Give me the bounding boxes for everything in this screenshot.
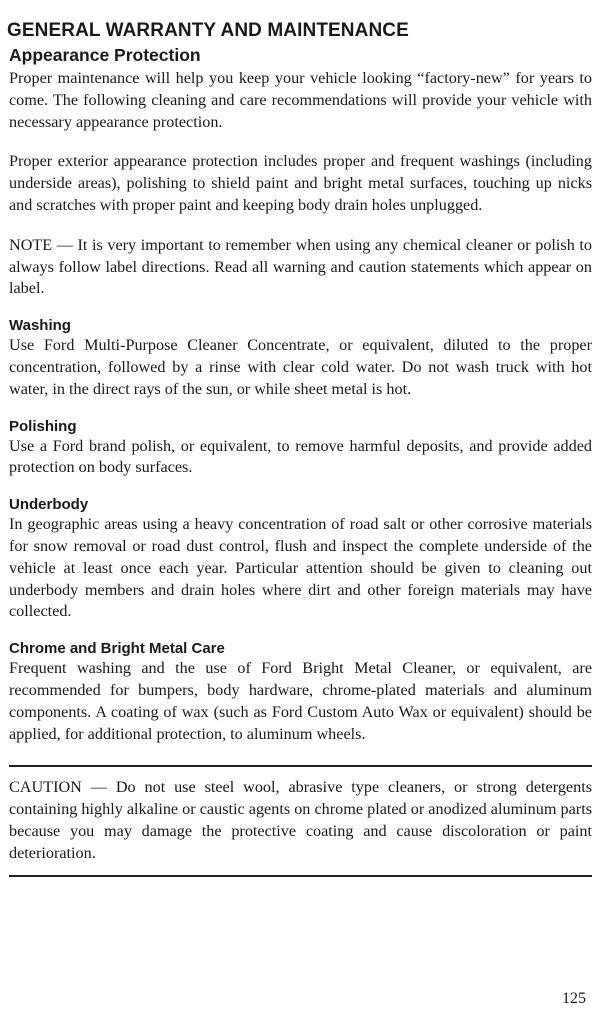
appearance-intro: Proper maintenance will help you keep your vehicle looking “factory-new” for years to come. The following cleaning and care recommendations will provide your vehicle with necessary appearance protection. [9, 69, 592, 131]
appearance-heading: Appearance Protection [9, 45, 201, 65]
chrome-text: Frequent washing and the use of Ford Bright Metal Cleaner, or equivalent, are recommended for bumpers, body hardware, chrome-plated materials and aluminum components. A coating of wax (such as Ford Custom Auto Wax or equivalent) should be applied, for additional protection, to aluminum wheels. [9, 659, 592, 743]
caution-text: CAUTION — Do not use steel wool, abrasive type cleaners, or strong detergents containing highly alkaline or caustic agents on chrome plated or anodized aluminum parts because you may damage the protective coating and cause discoloration or paint deterioration. [9, 778, 592, 862]
underbody-heading: Underbody [9, 496, 89, 514]
caution-bottom-rule [9, 875, 592, 877]
polishing-text: Use a Ford brand polish, or equivalent, to remove harmful deposits, and provide added protection on body surfaces. [9, 436, 592, 477]
appearance-exterior: Proper exterior appearance protection includes proper and frequent washings (including underside areas), polishing to shield paint and bright metal surfaces, touching up nicks and scratches with proper paint and keeping body drain holes unplugged. [9, 152, 592, 214]
washing-heading: Washing [9, 317, 71, 335]
chrome-heading: Chrome and Bright Metal Care [9, 640, 225, 658]
appearance-note: NOTE — It is very important to remember when using any chemical cleaner or polish to always follow label directions. Read all warning and caution statements which appear on label. [9, 235, 592, 298]
washing-text: Use Ford Multi-Purpose Cleaner Concentrate, or equivalent, diluted to the proper concentration, followed by a rinse with clear cold water. Do not wash truck with hot water, in the direct rays of the sun, or while sheet metal is hot. [9, 336, 592, 398]
page-number: 125 [562, 990, 586, 1007]
page-title: GENERAL WARRANTY AND MAINTENANCE [7, 20, 409, 41]
underbody-text: In geographic areas using a heavy concentration of road salt or other corrosive materials for snow removal or road dust control, flush and inspect the complete underside of the vehicle at least once each year. Particular attention should be given to cleaning out underbody members and drain holes where dirt and other foreign materials may have collected. [9, 515, 592, 621]
caution-box [7, 767, 592, 874]
polishing-heading: Polishing [9, 417, 77, 435]
